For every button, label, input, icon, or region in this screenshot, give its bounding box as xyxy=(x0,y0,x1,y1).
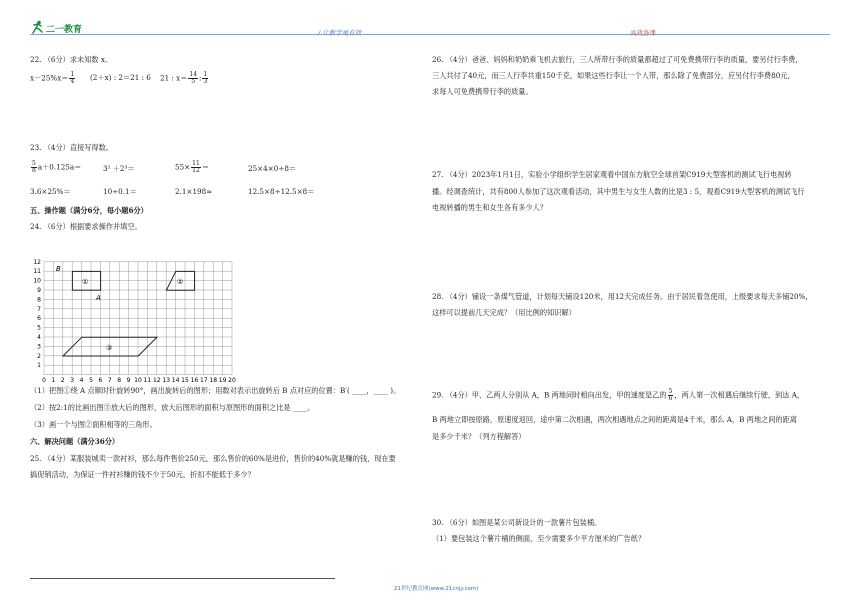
denominator: 5 xyxy=(191,78,196,85)
footer-text: 21世纪教育网(www.21cnjy.com) xyxy=(394,586,479,592)
label-A: A xyxy=(96,294,101,302)
q23-r2-c3: 2.1×198≈ xyxy=(175,187,213,196)
q30-line2: （1）要包装这个薯片桶的侧面，至少需要多少平方厘米的广告纸？ xyxy=(432,534,646,543)
x-tick-label: 13 xyxy=(162,377,171,384)
q26-line1: 26. （4分）爸爸、妈妈和奶奶乘飞机去旅行，三人所带行李的质量都超过了可免费携带行李的质量，要另付行李费， xyxy=(432,55,803,64)
denominator: 6 xyxy=(668,395,673,402)
shape-2-label: ② xyxy=(177,278,184,286)
x-tick-label: 18 xyxy=(209,377,218,384)
y-tick-label: 9 xyxy=(37,287,41,294)
q22-eq3 xyxy=(160,72,209,85)
x-tick-label: 16 xyxy=(190,377,199,384)
q26-line3: 求每人可免费携带行李的质量。 xyxy=(432,87,533,96)
expr-text: 55× xyxy=(175,162,191,172)
x-tick-label: 5 xyxy=(89,377,93,384)
fraction xyxy=(202,72,208,85)
section-5-heading: 五、操作题（满分6分，每小题6分） xyxy=(30,206,148,215)
y-tick-label: 11 xyxy=(33,268,41,276)
y-tick-label: 3 xyxy=(37,343,41,351)
x-tick-label: 8 xyxy=(117,377,122,384)
q25-line2: 搞促销活动，为保证一件衬衫赚的钱不少于50元，折扣不能低于多少？ xyxy=(30,470,255,479)
q27-line2: 播。经调查统计，共有800人参加了这次观看活动，其中男生与女生人数的比是3 : 5，观看C919大型客机的测试飞行 xyxy=(432,187,805,196)
x-tick-label: 10 xyxy=(134,377,142,384)
q22-eq1 xyxy=(30,72,76,85)
x-tick-label: 6 xyxy=(98,377,103,384)
q24-sub2: （2）按2:1的比画出图③放大后的图形，放大后图形的面积与原图形的面积之比是 ____。 xyxy=(30,403,315,412)
x-tick-label: 17 xyxy=(199,377,208,384)
x-tick-label: 0 xyxy=(42,377,46,384)
footer-divider xyxy=(30,578,335,579)
x-tick-label: 1 xyxy=(51,377,56,384)
x-tick-label: 15 xyxy=(181,377,189,384)
section-6-heading: 六、解决问题（满分36分） xyxy=(30,437,120,446)
q29-line1 xyxy=(432,389,804,402)
q24-sub1: （1）把图①绕 A 点顺时针旋转90°，画出旋转后的图形；用数对表示出旋转后 B 点对应的位置：B′( ____，____ )。 xyxy=(30,386,401,395)
x-tick-label: 12 xyxy=(152,377,161,384)
fraction xyxy=(191,161,201,174)
x-tick-label: 2 xyxy=(60,377,65,384)
y-tick-label: 10 xyxy=(33,277,41,285)
denominator: 4 xyxy=(70,78,75,85)
q23-r1-c1 xyxy=(30,161,81,174)
label-B: B xyxy=(56,265,61,273)
fraction xyxy=(31,161,37,174)
y-tick-label: 8 xyxy=(37,296,41,304)
q27-line3: 电视转播的男生和女生各有多少人？ xyxy=(432,203,548,212)
q30-line1: 30. （6分）如图是某公司新设计的一款薯片包装桶。 xyxy=(432,518,602,527)
q22-title: 22. （6分）求未知数 x。 xyxy=(30,55,113,64)
q29-line2: B 两地立即按原路，原速度返回，途中第二次相遇，两次相遇地点之间的距离是4千米，那么 A，B 两地之间的距离 xyxy=(432,415,797,424)
runner-logo-icon xyxy=(30,20,44,34)
q22-eq3-text: 21 : x＝ xyxy=(160,73,188,83)
x-tick-label: 19 xyxy=(218,377,227,384)
denominator: 3 xyxy=(203,78,208,85)
q28-line2: 这样可以提前几天完成？（用比例的知识解） xyxy=(432,308,576,317)
x-tick-label: 14 xyxy=(171,377,180,384)
x-tick-label: 11 xyxy=(143,377,152,384)
q29-line1-text-b: ，两人第一次相遇后继续行驶，到达 A， xyxy=(674,390,805,400)
y-tick-label: 7 xyxy=(37,305,41,313)
header-tag: 高效备课 xyxy=(630,29,656,37)
site-logo xyxy=(30,20,94,34)
q26-line2: 三人共付了40元，而三人行李共重150千克，如果这些行李让一个人带，那么除了免费部分，应另付行李费80元， xyxy=(432,71,795,80)
y-tick-label: 5 xyxy=(37,324,41,332)
y-tick-label: 1 xyxy=(37,362,41,370)
q23-r1-c4: 25×4×0÷8＝ xyxy=(248,164,297,173)
q24-title: 24. （6分）根据要求操作并填空。 xyxy=(30,222,142,231)
x-tick-labels xyxy=(42,377,236,384)
x-tick-label: 9 xyxy=(126,377,131,384)
q23-r2-c2: 10÷0.1＝ xyxy=(103,187,137,196)
fraction xyxy=(69,72,75,85)
q23-r1-c2: 3² ＋2³＝ xyxy=(103,164,135,173)
fraction xyxy=(188,72,198,85)
y-tick-label: 12 xyxy=(33,258,41,266)
shape-3-label: ③ xyxy=(106,344,113,352)
q29-line1-text: 29. （4分）甲、乙两人分别从 A，B 两地同时相向出发，甲的速度是乙的 xyxy=(432,390,667,400)
expr-text: a＋0.125a＝ xyxy=(37,162,82,172)
header-slogan: / 让教学更有效 xyxy=(318,29,362,37)
fraction xyxy=(668,389,674,402)
y-tick-label: 2 xyxy=(37,352,41,360)
shape-1-label: ① xyxy=(82,278,89,286)
header-divider xyxy=(30,34,830,35)
y-tick-labels xyxy=(33,259,41,369)
q22-eq1-text: x－25%x＝ xyxy=(30,73,69,83)
q23-r1-c3 xyxy=(175,161,209,174)
numerator: 1 xyxy=(203,71,208,78)
q24-sub3: （3）画一个与图②面积相等的三角形。 xyxy=(30,420,157,429)
x-tick-label: 20 xyxy=(228,377,236,384)
q27-line1: 27. （4分）2023年1月1日，实验小学组织学生居家观看中国东方航空全球首架C919大型客机的测试飞行电视转 xyxy=(432,170,792,179)
q23-r2-c1: 3.6×25%＝ xyxy=(30,187,71,196)
coordinate-grid xyxy=(30,234,270,384)
q23-title: 23. （4分）直接写得数。 xyxy=(30,143,113,152)
numerator: 5 xyxy=(32,160,36,167)
q22-eq2: (2＋x) : 2＝21 : 6 xyxy=(90,73,151,82)
numerator: 14 xyxy=(189,71,198,78)
x-tick-label: 4 xyxy=(79,377,84,384)
numerator: 1 xyxy=(70,71,75,78)
y-tick-label: 6 xyxy=(37,315,41,323)
logo-text: 二一教育 xyxy=(46,25,83,35)
x-tick-label: 3 xyxy=(70,377,75,384)
q28-line1: 28. （4分）铺设一条煤气管道，计划每天铺设120米，用12天完成任务。由于居民着急使用，上级要求每天多铺20%， xyxy=(432,292,813,301)
denominator: 12 xyxy=(192,167,200,174)
y-tick-label: 4 xyxy=(37,334,41,341)
q23-r2-c4: 12.5×8÷12.5×8＝ xyxy=(248,187,315,196)
ratio-sign: : xyxy=(199,73,202,83)
q29-line3: 是多少千米？（列方程解答） xyxy=(432,432,526,441)
denominator: 8 xyxy=(32,167,36,174)
x-tick-label: 7 xyxy=(107,377,112,384)
numerator: 5 xyxy=(668,388,673,395)
expr-text: ＝ xyxy=(201,162,210,172)
q25-line1: 25. （4分）某服装城卖一款衬衫，那么每件售价250元，那么售价的60%是进价，售价的40%就是赚的钱，现在要 xyxy=(30,454,396,463)
numerator: 11 xyxy=(192,160,200,167)
